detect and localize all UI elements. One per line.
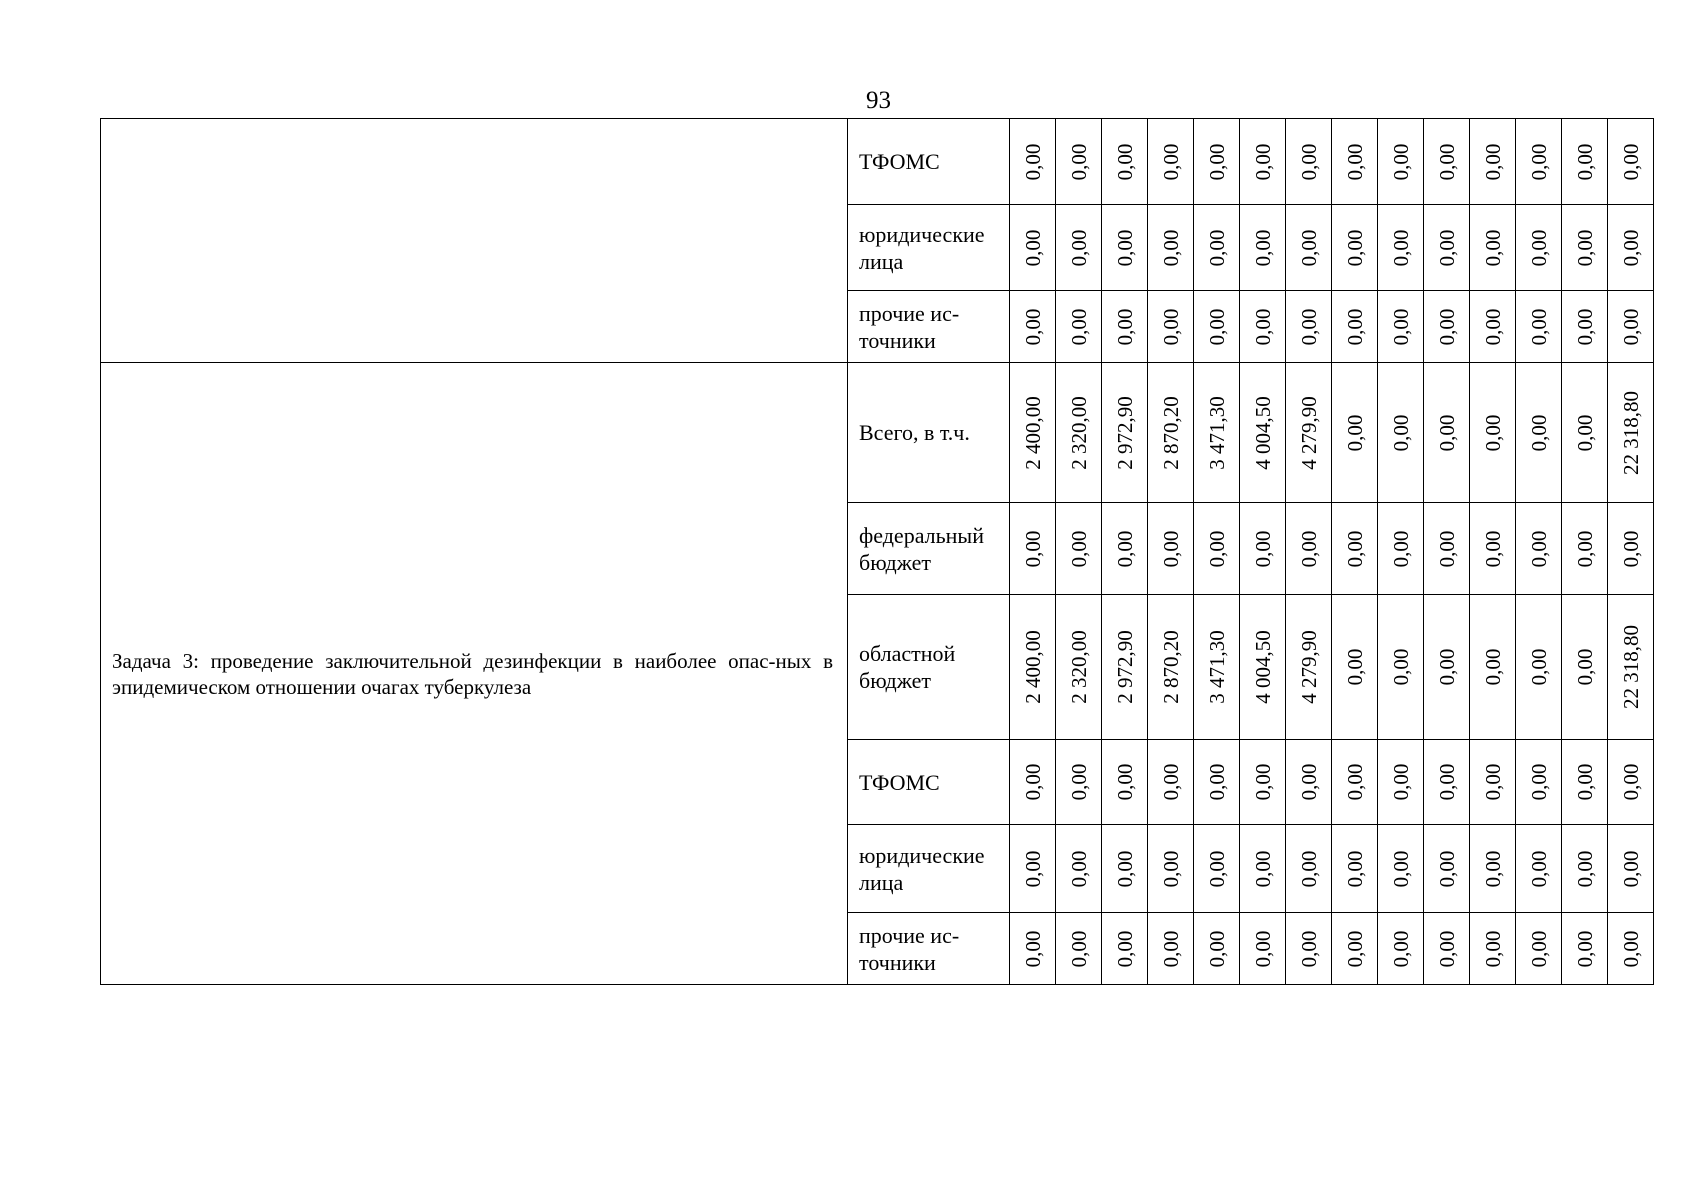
value-cell [1194, 205, 1240, 291]
value-text: 0,00 [1204, 308, 1229, 345]
value-cell [1378, 363, 1424, 503]
value-text: 0,00 [1618, 930, 1643, 967]
value-cell [1608, 595, 1654, 740]
value-text: 2 870,20 [1158, 630, 1183, 704]
value-text: 0,00 [1572, 763, 1597, 801]
value-cell [1148, 291, 1194, 363]
value-text: 2 972,90 [1112, 395, 1137, 470]
funding-source: областной бюджет [848, 595, 1010, 740]
value-cell [1148, 119, 1194, 205]
value-text: 0,00 [1296, 850, 1321, 887]
value-cell [1516, 913, 1562, 985]
value-cell [1010, 363, 1056, 503]
value-text: 0,00 [1112, 530, 1137, 567]
task-description [101, 119, 848, 363]
value-text: 0,00 [1434, 850, 1459, 887]
value-text: 0,00 [1250, 229, 1275, 266]
value-text: 0,00 [1250, 308, 1275, 345]
value-text: 0,00 [1158, 308, 1183, 345]
funding-source: юридические лица [848, 825, 1010, 913]
value-text: 0,00 [1066, 850, 1091, 887]
value-text: 0,00 [1250, 763, 1275, 801]
value-cell [1194, 291, 1240, 363]
value-text: 0,00 [1480, 850, 1505, 887]
value-text: 0,00 [1480, 648, 1505, 686]
value-text: 4 279,90 [1296, 630, 1321, 704]
value-cell [1470, 825, 1516, 913]
value-cell [1102, 595, 1148, 740]
value-text: 2 972,90 [1112, 630, 1137, 704]
value-cell [1516, 205, 1562, 291]
value-text: 0,00 [1526, 143, 1551, 180]
value-text: 0,00 [1526, 414, 1551, 451]
value-cell [1470, 363, 1516, 503]
value-text: 0,00 [1572, 930, 1597, 967]
value-cell [1332, 913, 1378, 985]
value-text: 0,00 [1388, 308, 1413, 345]
value-cell [1148, 205, 1194, 291]
value-cell [1378, 205, 1424, 291]
value-cell [1516, 119, 1562, 205]
value-text: 2 400,00 [1020, 395, 1045, 470]
value-cell [1608, 291, 1654, 363]
value-cell [1010, 913, 1056, 985]
value-cell [1470, 913, 1516, 985]
value-cell [1562, 291, 1608, 363]
value-cell [1240, 291, 1286, 363]
value-text: 22 318,80 [1618, 390, 1643, 475]
value-cell [1194, 363, 1240, 503]
value-text: 0,00 [1158, 850, 1183, 887]
value-cell [1056, 913, 1102, 985]
value-text: 0,00 [1388, 229, 1413, 266]
value-text: 3 471,30 [1204, 630, 1229, 704]
value-cell [1286, 595, 1332, 740]
value-text: 4 279,90 [1296, 395, 1321, 470]
value-cell [1148, 503, 1194, 595]
value-cell [1194, 825, 1240, 913]
value-cell [1010, 740, 1056, 825]
value-cell [1424, 595, 1470, 740]
value-cell [1516, 595, 1562, 740]
value-text: 0,00 [1112, 930, 1137, 967]
value-text: 0,00 [1112, 763, 1137, 801]
value-cell [1470, 291, 1516, 363]
value-cell [1286, 503, 1332, 595]
value-text: 0,00 [1112, 850, 1137, 887]
value-cell [1470, 119, 1516, 205]
value-text: 0,00 [1388, 850, 1413, 887]
value-text: 0,00 [1480, 229, 1505, 266]
value-text: 0,00 [1572, 530, 1597, 567]
value-text: 0,00 [1204, 229, 1229, 266]
value-cell [1562, 740, 1608, 825]
value-text: 0,00 [1526, 763, 1551, 801]
value-cell [1286, 119, 1332, 205]
value-text: 0,00 [1388, 530, 1413, 567]
value-cell [1194, 913, 1240, 985]
value-text: 0,00 [1388, 648, 1413, 686]
value-text: 0,00 [1158, 229, 1183, 266]
value-cell [1608, 740, 1654, 825]
value-cell [1102, 363, 1148, 503]
value-text: 0,00 [1342, 143, 1367, 180]
value-text: 3 471,30 [1204, 395, 1229, 470]
value-text: 0,00 [1112, 229, 1137, 266]
value-cell [1056, 740, 1102, 825]
value-cell [1424, 205, 1470, 291]
value-cell [1240, 913, 1286, 985]
value-text: 0,00 [1480, 414, 1505, 451]
value-cell [1240, 740, 1286, 825]
value-text: 0,00 [1066, 763, 1091, 801]
value-text: 0,00 [1204, 930, 1229, 967]
value-text: 0,00 [1112, 143, 1137, 180]
value-text: 0,00 [1204, 530, 1229, 567]
value-cell [1010, 595, 1056, 740]
value-text: 0,00 [1618, 763, 1643, 801]
value-text: 0,00 [1296, 143, 1321, 180]
funding-table [100, 118, 1654, 985]
value-text: 0,00 [1296, 229, 1321, 266]
value-cell [1056, 825, 1102, 913]
value-cell [1378, 503, 1424, 595]
value-cell [1424, 503, 1470, 595]
value-cell [1240, 363, 1286, 503]
value-text: 0,00 [1618, 308, 1643, 345]
value-cell [1516, 363, 1562, 503]
value-text: 0,00 [1434, 648, 1459, 686]
value-cell [1378, 913, 1424, 985]
value-text: 0,00 [1526, 229, 1551, 266]
value-text: 0,00 [1342, 308, 1367, 345]
value-cell [1332, 205, 1378, 291]
value-cell [1056, 595, 1102, 740]
value-text: 0,00 [1020, 850, 1045, 887]
value-cell [1056, 205, 1102, 291]
value-text: 0,00 [1204, 850, 1229, 887]
value-cell [1240, 503, 1286, 595]
value-text: 0,00 [1618, 530, 1643, 567]
value-cell [1332, 291, 1378, 363]
value-text: 0,00 [1434, 530, 1459, 567]
value-text: 0,00 [1066, 229, 1091, 266]
value-cell [1010, 503, 1056, 595]
funding-source: ТФОМС [848, 119, 1010, 205]
value-cell [1148, 740, 1194, 825]
value-text: 0,00 [1618, 850, 1643, 887]
value-cell [1102, 291, 1148, 363]
value-cell [1424, 363, 1470, 503]
value-text: 2 870,20 [1158, 395, 1183, 470]
value-cell [1010, 825, 1056, 913]
value-cell [1608, 913, 1654, 985]
value-text: 0,00 [1434, 414, 1459, 451]
value-text: 0,00 [1434, 143, 1459, 180]
value-text: 0,00 [1296, 930, 1321, 967]
value-cell [1470, 595, 1516, 740]
value-cell [1102, 825, 1148, 913]
value-text: 0,00 [1342, 414, 1367, 451]
value-text: 2 320,00 [1066, 630, 1091, 704]
value-text: 0,00 [1434, 930, 1459, 967]
value-text: 0,00 [1572, 414, 1597, 451]
value-cell [1608, 825, 1654, 913]
value-cell [1240, 595, 1286, 740]
value-cell [1056, 119, 1102, 205]
value-text: 0,00 [1342, 763, 1367, 801]
value-cell [1056, 363, 1102, 503]
value-cell [1286, 291, 1332, 363]
value-text: 0,00 [1618, 229, 1643, 266]
value-cell [1424, 825, 1470, 913]
value-text: 0,00 [1066, 143, 1091, 180]
value-text: 0,00 [1158, 930, 1183, 967]
value-text: 0,00 [1066, 308, 1091, 345]
value-cell [1562, 503, 1608, 595]
value-cell [1608, 503, 1654, 595]
value-cell [1286, 205, 1332, 291]
value-text: 0,00 [1342, 648, 1367, 686]
value-cell [1240, 205, 1286, 291]
value-cell [1194, 740, 1240, 825]
value-text: 0,00 [1020, 930, 1045, 967]
value-text: 22 318,80 [1618, 625, 1643, 709]
value-text: 0,00 [1020, 763, 1045, 801]
value-cell [1608, 205, 1654, 291]
value-cell [1010, 205, 1056, 291]
value-cell [1424, 740, 1470, 825]
value-cell [1332, 503, 1378, 595]
value-cell [1056, 503, 1102, 595]
value-cell [1102, 119, 1148, 205]
value-cell [1562, 205, 1608, 291]
value-text: 0,00 [1526, 308, 1551, 345]
funding-source: юридические лица [848, 205, 1010, 291]
value-text: 0,00 [1158, 763, 1183, 801]
value-cell [1286, 913, 1332, 985]
value-cell [1608, 363, 1654, 503]
value-text: 4 004,50 [1250, 630, 1275, 704]
value-text: 0,00 [1250, 850, 1275, 887]
value-cell [1516, 740, 1562, 825]
value-text: 0,00 [1480, 143, 1505, 180]
value-text: 0,00 [1480, 308, 1505, 345]
value-text: 0,00 [1526, 530, 1551, 567]
value-cell [1562, 913, 1608, 985]
value-cell [1056, 291, 1102, 363]
value-text: 0,00 [1020, 308, 1045, 345]
value-text: 0,00 [1388, 930, 1413, 967]
value-cell [1240, 119, 1286, 205]
value-text: 0,00 [1066, 930, 1091, 967]
value-cell [1194, 595, 1240, 740]
value-cell [1010, 119, 1056, 205]
value-text: 4 004,50 [1250, 395, 1275, 470]
value-cell [1516, 825, 1562, 913]
value-text: 0,00 [1112, 308, 1137, 345]
value-text: 0,00 [1066, 530, 1091, 567]
value-cell [1332, 363, 1378, 503]
value-cell [1516, 291, 1562, 363]
value-text: 0,00 [1342, 229, 1367, 266]
value-text: 0,00 [1572, 308, 1597, 345]
value-cell [1470, 740, 1516, 825]
value-cell [1010, 291, 1056, 363]
value-text: 0,00 [1020, 229, 1045, 266]
value-text: 0,00 [1158, 530, 1183, 567]
value-text: 0,00 [1434, 308, 1459, 345]
value-text: 0,00 [1618, 143, 1643, 180]
value-text: 0,00 [1572, 648, 1597, 686]
value-text: 0,00 [1250, 930, 1275, 967]
value-cell [1148, 363, 1194, 503]
value-text: 2 320,00 [1066, 395, 1091, 470]
value-text: 0,00 [1526, 648, 1551, 686]
value-cell [1102, 205, 1148, 291]
value-cell [1102, 740, 1148, 825]
value-cell [1240, 825, 1286, 913]
page-number: 93 [866, 87, 891, 114]
value-text: 0,00 [1296, 530, 1321, 567]
value-text: 0,00 [1480, 530, 1505, 567]
table-row [101, 363, 1654, 503]
value-cell [1102, 503, 1148, 595]
value-text: 0,00 [1572, 850, 1597, 887]
value-cell [1148, 825, 1194, 913]
value-cell [1562, 119, 1608, 205]
value-cell [1424, 913, 1470, 985]
value-cell [1470, 205, 1516, 291]
value-text: 0,00 [1434, 763, 1459, 801]
value-text: 0,00 [1526, 850, 1551, 887]
value-text: 0,00 [1480, 930, 1505, 967]
value-cell [1332, 825, 1378, 913]
value-text: 0,00 [1572, 143, 1597, 180]
value-cell [1102, 913, 1148, 985]
value-cell [1194, 503, 1240, 595]
funding-source: прочие ис-точники [848, 913, 1010, 985]
task-description: Задача 3: проведение заключительной дезинфекции в наиболее опас-ных в эпидемическом отношении очагах туберкулеза [101, 363, 848, 985]
value-text: 0,00 [1020, 530, 1045, 567]
value-cell [1516, 503, 1562, 595]
value-text: 0,00 [1572, 229, 1597, 266]
value-cell [1424, 291, 1470, 363]
value-text: 0,00 [1388, 143, 1413, 180]
value-text: 0,00 [1342, 850, 1367, 887]
funding-source: ТФОМС [848, 740, 1010, 825]
value-cell [1332, 740, 1378, 825]
value-cell [1608, 119, 1654, 205]
funding-source: прочие ис-точники [848, 291, 1010, 363]
value-text: 0,00 [1296, 763, 1321, 801]
value-cell [1470, 503, 1516, 595]
value-text: 0,00 [1204, 143, 1229, 180]
table-row [101, 119, 1654, 205]
value-cell [1378, 119, 1424, 205]
value-text: 0,00 [1388, 414, 1413, 451]
value-cell [1562, 825, 1608, 913]
value-text: 0,00 [1296, 308, 1321, 345]
value-cell [1562, 363, 1608, 503]
value-cell [1286, 740, 1332, 825]
value-text: 0,00 [1434, 229, 1459, 266]
value-cell [1286, 363, 1332, 503]
value-text: 0,00 [1480, 763, 1505, 801]
value-text: 0,00 [1158, 143, 1183, 180]
value-cell [1378, 825, 1424, 913]
funding-source: Всего, в т.ч. [848, 363, 1010, 503]
value-text: 0,00 [1250, 530, 1275, 567]
value-cell [1378, 595, 1424, 740]
value-text: 0,00 [1342, 530, 1367, 567]
value-cell [1424, 119, 1470, 205]
value-text: 0,00 [1526, 930, 1551, 967]
value-text: 2 400,00 [1020, 630, 1045, 704]
value-cell [1194, 119, 1240, 205]
value-cell [1332, 119, 1378, 205]
funding-source: федеральный бюджет [848, 503, 1010, 595]
value-text: 0,00 [1020, 143, 1045, 180]
value-text: 0,00 [1204, 763, 1229, 801]
value-text: 0,00 [1388, 763, 1413, 801]
value-cell [1286, 825, 1332, 913]
value-cell [1378, 291, 1424, 363]
value-text: 0,00 [1250, 143, 1275, 180]
value-cell [1378, 740, 1424, 825]
value-cell [1562, 595, 1608, 740]
value-cell [1148, 913, 1194, 985]
value-cell [1332, 595, 1378, 740]
value-cell [1148, 595, 1194, 740]
value-text: 0,00 [1342, 930, 1367, 967]
